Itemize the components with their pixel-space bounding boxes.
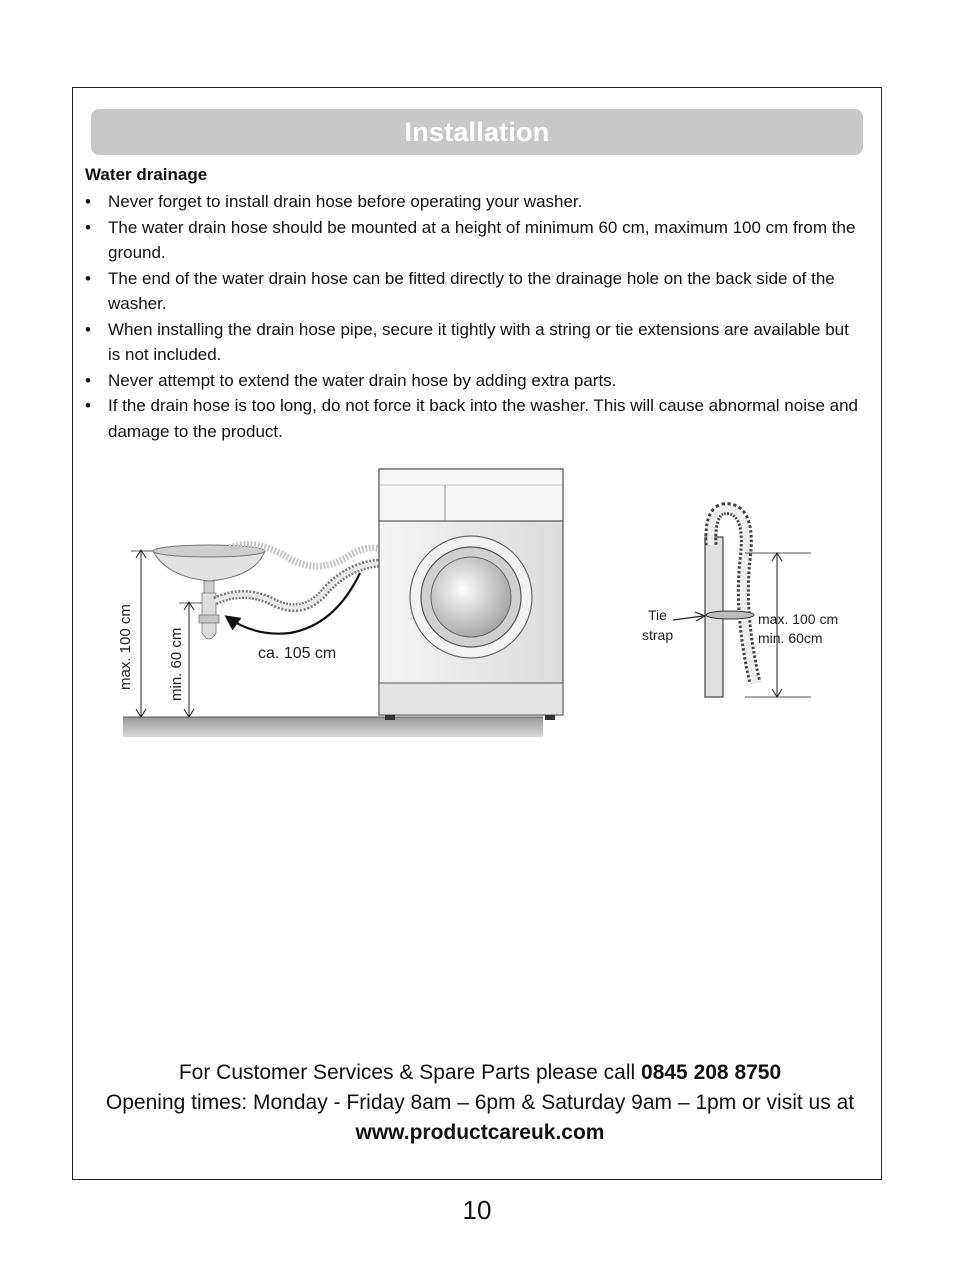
list-item: • Never forget to install drain hose before operating your washer. (85, 189, 865, 215)
section-heading: Water drainage (85, 165, 208, 184)
list-item: • The end of the water drain hose can be fitted directly to the drainage hole on the back side of the washer. (85, 266, 865, 317)
page-title: Installation (404, 116, 550, 147)
sink-icon (153, 545, 265, 639)
floor (123, 717, 543, 737)
tie-strap-label: strap (642, 627, 674, 643)
list-item: • Never attempt to extend the water drain hose by adding extra parts. (85, 368, 865, 394)
list-item: • When installing the drain hose pipe, secure it tightly with a string or tie extensions are available but is not included. (85, 317, 865, 368)
right-max-label: max. 100 cm (758, 611, 839, 627)
hose-detail-icon (705, 509, 755, 697)
washing-machine-icon (379, 469, 563, 720)
section-title-bar (91, 109, 863, 155)
tie-strap-label: Tie (648, 607, 667, 623)
instruction-list (85, 189, 865, 444)
max-height-label: max. 100 cm (117, 604, 134, 690)
list-item: • The water drain hose should be mounted at a height of minimum 60 cm, maximum 100 cm from the ground. (85, 215, 865, 266)
drainage-diagram (105, 465, 865, 750)
min-height-label: min. 60 cm (168, 627, 185, 701)
phone-number: 0845 208 8750 (641, 1061, 782, 1084)
footer-line-2: Opening times: Monday - Friday 8am – 6pm & Saturday 9am – 1pm or visit us at www.productcareuk.com (105, 1091, 855, 1144)
hose-length-label: ca. 105 cm (258, 645, 337, 662)
website-link[interactable]: www.productcareuk.com (355, 1121, 605, 1144)
right-min-label: min. 60cm (758, 630, 823, 646)
page-number: 10 (462, 1195, 492, 1225)
footer-line-1: For Customer Services & Spare Parts please call 0845 208 8750 (178, 1061, 782, 1084)
customer-service-footer (85, 1058, 875, 1148)
list-item: • If the drain hose is too long, do not force it back into the washer. This will cause abnormal noise and damage to the product. (85, 393, 865, 444)
